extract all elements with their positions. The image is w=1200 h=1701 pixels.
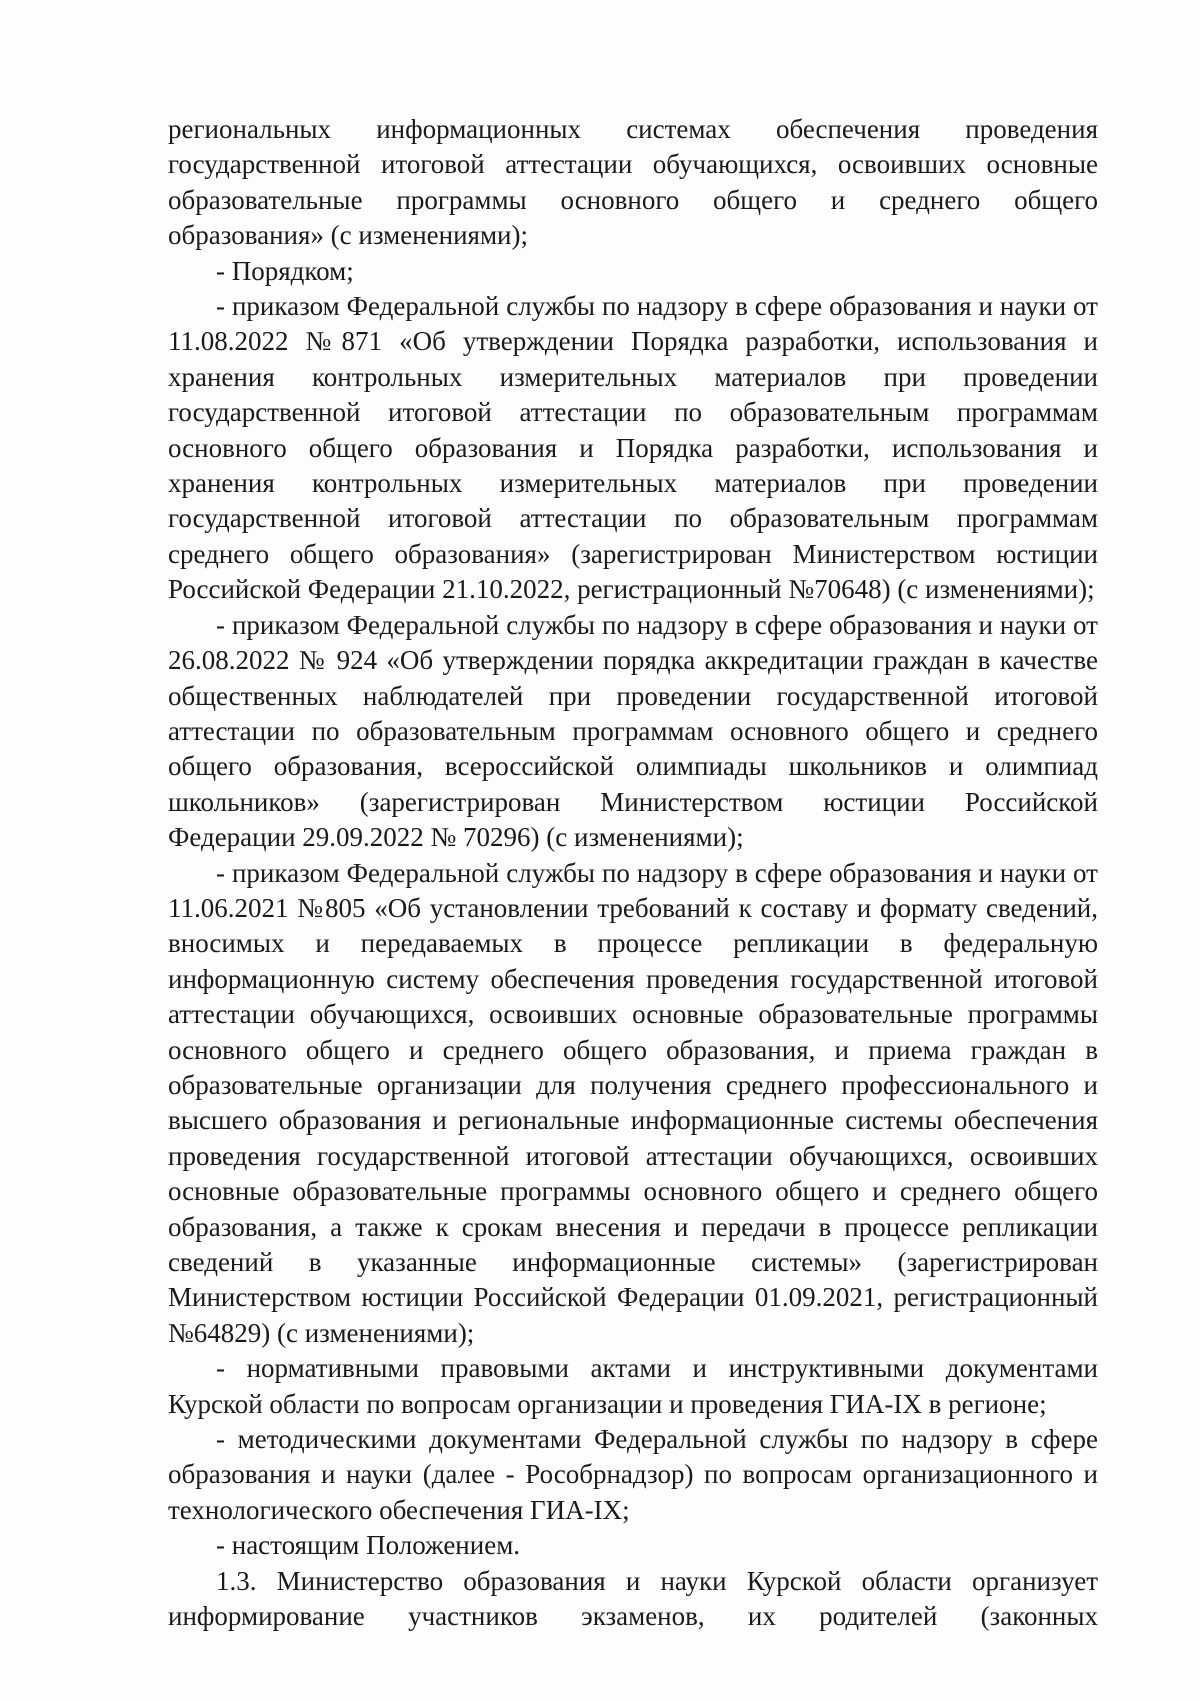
document-body bbox=[168, 112, 1098, 1634]
paragraph-section-1-3: 1.3. Министерство образования и науки Курской области организует информирование участников экзаменов, их родителей (законных bbox=[168, 1565, 1098, 1632]
paragraph-list-item-this-regulation: - настоящим Положением. bbox=[216, 1530, 521, 1561]
paragraph-list-item-methodical-docs: - методическими документами Федеральной службы по надзору в сфере образования и науки (далее - Рособрнадзор) по вопросам организационного и технологического обеспечения ГИА-IX; bbox=[168, 1424, 1098, 1525]
paragraph-continuation: региональных информационных системах обеспечения проведения государственной итоговой аттестации обучающихся, освоивших основные образовательные программы основного общего и среднего общего образования» (с изменениями); bbox=[168, 114, 1098, 251]
paragraph-list-item-order-805: - приказом Федеральной службы по надзору в сфере образования и науки от 11.06.2021 №805 «Об установлении требований к составу и формату сведений, вносимых и передаваемых в процессе репликации в федеральную информационную систему обеспечения проведения государственной итоговой аттестации обучающихся, освоивших основные образовательные программы основного общего и среднего общего образования, и приема граждан в образовательные организации для получения среднего профессионального и высшего образования и региональные информационные системы обеспечения проведения государственной итоговой аттестации обучающихся, освоивших основные образовательные программы основного общего и среднего общего образования, а также к срокам внесения и передачи в процессе репликации сведений в указанные информационные системы» (зарегистрирован Министерством юстиции Российской Федерации 01.09.2021, регистрационный №64829) (с изменениями); bbox=[168, 857, 1098, 1348]
paragraph-list-item-procedure: - Порядком; bbox=[216, 255, 354, 286]
paragraph-list-item-order-871: - приказом Федеральной службы по надзору в сфере образования и науки от 11.08.2022 №871 «Об утверждении Порядка разработки, использования и хранения контрольных измерительных материалов при проведении государственной итоговой аттестации по образовательным программам основного общего образования и Порядка разработки, использования и хранения контрольных измерительных материалов при проведении государственной итоговой аттестации по образовательным программам среднего общего образования» (зарегистрирован Министерством юстиции Российской Федерации 21.10.2022, регистрационный №70648) (с изменениями); bbox=[168, 291, 1098, 605]
paragraph-list-item-regional-acts: - нормативными правовыми актами и инструктивными документами Курской области по вопросам организации и проведения ГИА-IX в регионе; bbox=[168, 1353, 1098, 1419]
paragraph-list-item-order-924: - приказом Федеральной службы по надзору в сфере образования и науки от 26.08.2022 № 924 «Об утверждении порядка аккредитации граждан в качестве общественных наблюдателей при проведении государственной итоговой аттестации по образовательным программам основного общего и среднего общего образования, всероссийской олимпиады школьников и олимпиад школьников» (зарегистрирован Министерством юстиции Российской Федерации 29.09.2022 № 70296) (с изменениями); bbox=[168, 609, 1098, 853]
